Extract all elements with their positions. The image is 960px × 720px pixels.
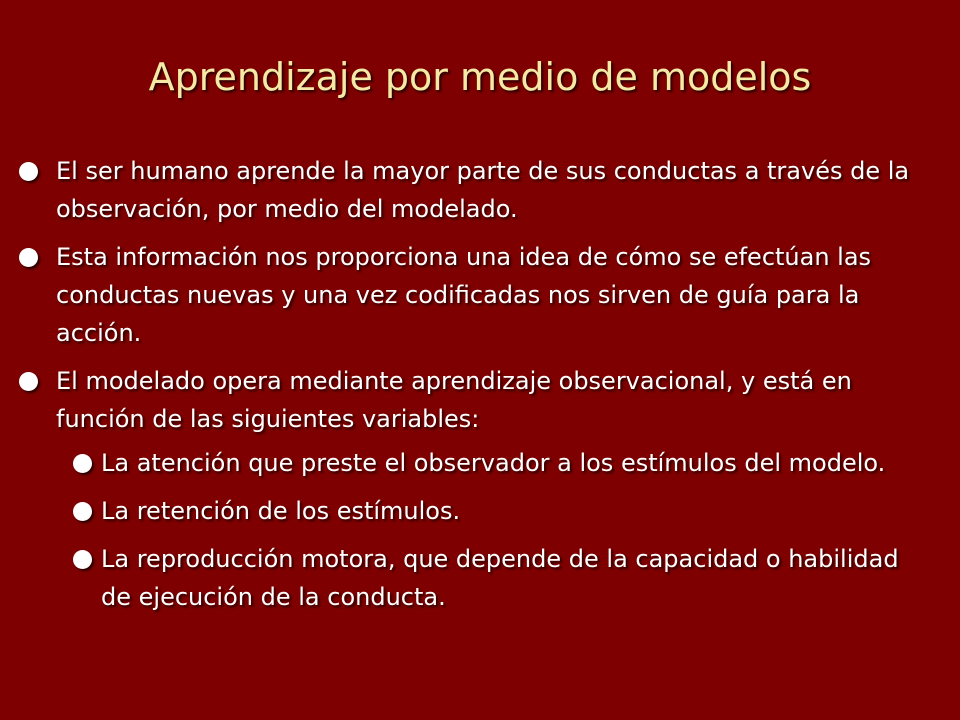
bullet-dot-icon [19, 248, 38, 267]
bullet-dot-icon [19, 162, 38, 181]
bullet-text: Esta información nos proporciona una idea de cómo se efectúan las conductas nuevas y una vez codificadas nos sirven de guía para la acción. [56, 243, 872, 347]
sub-bullet-text: La atención que preste el observador a los estímulos del modelo. [101, 449, 886, 477]
sub-bullet-text: La reproducción motora, que depende de la capacidad o habilidad de ejecución de la conducta. [101, 545, 899, 611]
bullet-list [0, 152, 960, 626]
sub-bullet-item [101, 444, 911, 482]
bullet-item [56, 238, 946, 352]
sub-bullet-text: La retención de los estímulos. [101, 497, 461, 525]
slide-title: Aprendizaje por medio de modelos [148, 55, 812, 99]
sub-bullet-item [101, 492, 911, 530]
bullet-item [56, 152, 946, 228]
sub-bullet-item [101, 540, 911, 616]
bullet-dot-icon [73, 502, 92, 521]
bullet-dot-icon [19, 372, 38, 391]
bullet-item [56, 362, 946, 438]
bullet-text: El ser humano aprende la mayor parte de sus conductas a través de la observación, por medio del modelado. [56, 157, 910, 223]
bullet-text: El modelado opera mediante aprendizaje observacional, y está en función de las siguientes variables: [56, 367, 852, 433]
bullet-dot-icon [73, 550, 92, 569]
bullet-dot-icon [73, 454, 92, 473]
